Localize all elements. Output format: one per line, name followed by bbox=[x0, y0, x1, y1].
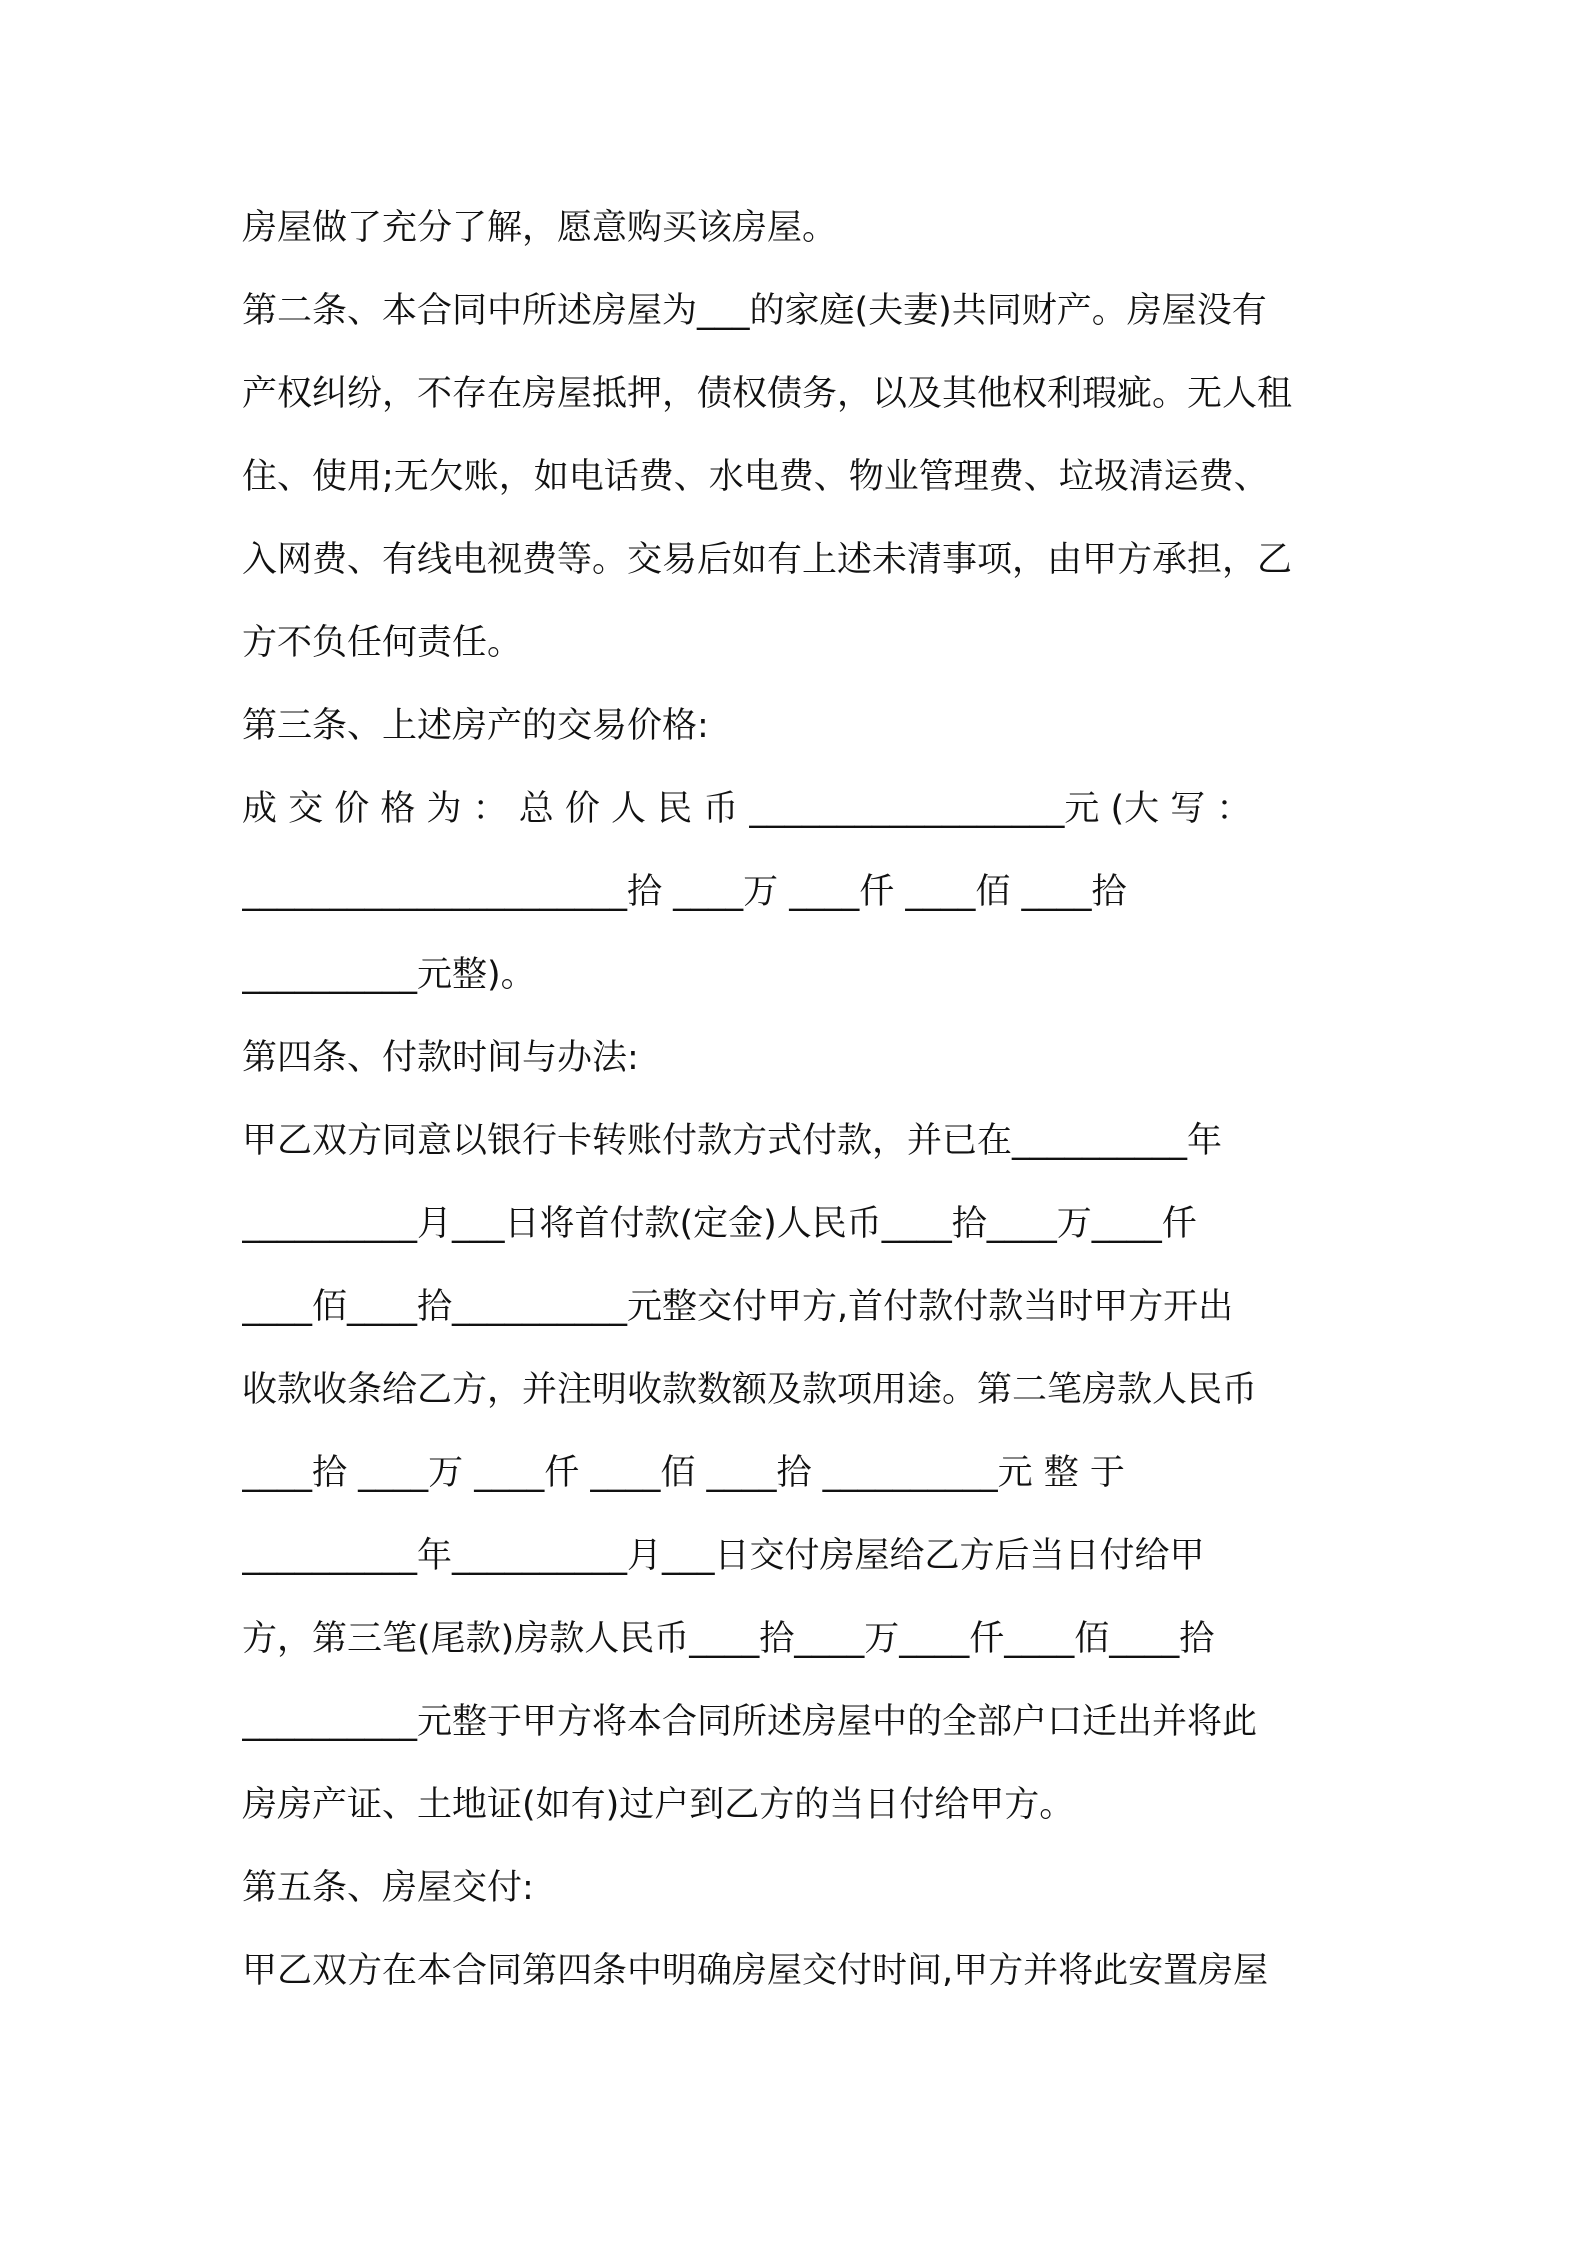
text-line-18: 方，第三笔(尾款)房款人民币____拾____万____仟____佰____拾 bbox=[242, 1619, 1215, 1659]
text-line-20: 房房产证、土地证(如有)过户到乙方的当日付给甲方。 bbox=[242, 1785, 1075, 1825]
text-line-1: 房屋做了充分了解，愿意购买该房屋。 bbox=[242, 208, 838, 248]
text-line-21: 第五条、房屋交付: bbox=[242, 1868, 534, 1908]
text-line-5: 入网费、有线电视费等。交易后如有上述未清事项，由甲方承担，乙 bbox=[242, 540, 1293, 580]
text-line-19: __________元整于甲方将本合同所述房屋中的全部户口迁出并将此 bbox=[242, 1702, 1258, 1742]
text-line-22: 甲乙双方在本合同第四条中明确房屋交付时间,甲方并将此安置房屋 bbox=[242, 1951, 1269, 1991]
text-line-6: 方不负任何责任。 bbox=[242, 623, 523, 663]
text-line-15: 收款收条给乙方，并注明收款数额及款项用途。第二笔房款人民币 bbox=[242, 1370, 1258, 1410]
text-line-16: ____拾 ____万 ____仟 ____佰 ____拾 __________元 整 于 bbox=[242, 1453, 1125, 1493]
text-line-11: 第四条、付款时间与办法: bbox=[242, 1038, 639, 1078]
text-line-8: 成 交 价 格 为 ： 总 价 人 民 币 __________________元 (大 写 ： bbox=[242, 789, 1252, 829]
text-line-12: 甲乙双方同意以银行卡转账付款方式付款，并已在__________年 bbox=[242, 1121, 1223, 1161]
text-line-2: 第二条、本合同中所述房屋为___的家庭(夫妻)共同财产。房屋没有 bbox=[242, 291, 1267, 331]
text-line-7: 第三条、上述房产的交易价格: bbox=[242, 706, 709, 746]
text-line-9: ______________________拾 ____万 ____仟 ____佰 ____拾 bbox=[242, 872, 1127, 912]
text-line-17: __________年__________月___日交付房屋给乙方后当日付给甲 bbox=[242, 1536, 1205, 1576]
text-line-10: __________元整)。 bbox=[242, 955, 536, 995]
text-line-14: ____佰____拾__________元整交付甲方,首付款付款当时甲方开出 bbox=[242, 1287, 1234, 1327]
text-line-4: 住、使用;无欠账，如电话费、水电费、物业管理费、垃圾清运费、 bbox=[242, 457, 1269, 497]
text-line-13: __________月___日将首付款(定金)人民币____拾____万____仟 bbox=[242, 1204, 1197, 1244]
text-line-3: 产权纠纷，不存在房屋抵押，债权债务，以及其他权利瑕疵。无人租 bbox=[242, 374, 1293, 414]
